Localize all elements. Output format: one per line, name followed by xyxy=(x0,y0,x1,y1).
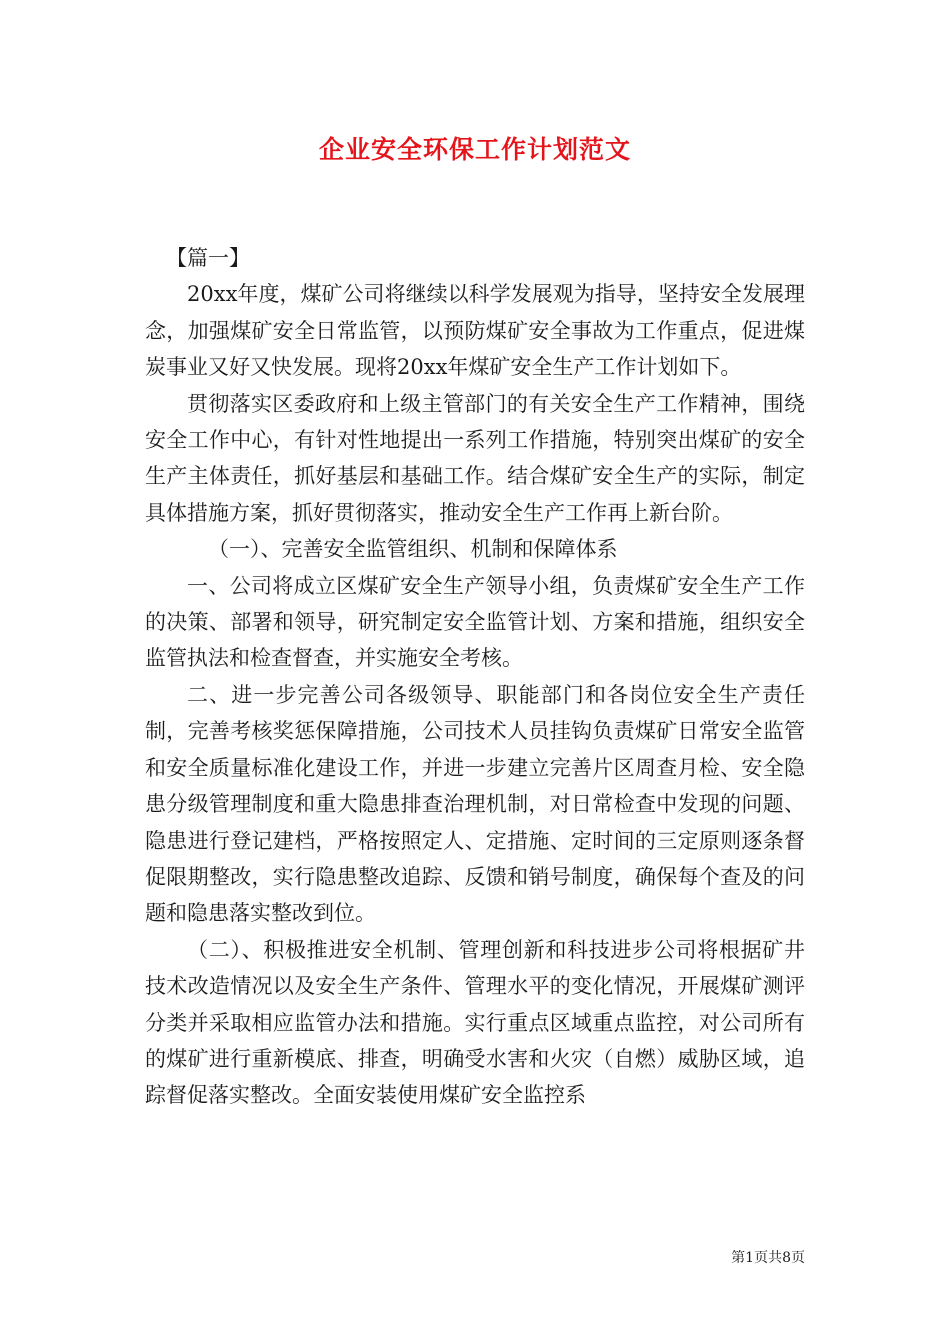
subheading-1: （一）、完善安全监管组织、机制和保障体系 xyxy=(208,537,618,562)
document-body xyxy=(145,240,805,1114)
list-item-2: 二、进一步完善公司各级领导、职能部门和各岗位安全生产责任制，完善考核奖惩保障措施，公司技术人员挂钩负责煤矿日常安全监管和安全质量标准化建设工作，并进一步建立完善片区周查月检、安全隐患分级管理制度和重大隐患排查治理机制，对日常检查中发现的问题、隐患进行登记建档，严格按照定人、定措施、定时间的三定原则逐条督促限期整改，实行隐患整改追踪、反馈和销号制度，确保每个查及的问题和隐患落实整改到位。 xyxy=(145,682,805,926)
subheading-2-paragraph: （二）、积极推进安全机制、管理创新和科技进步公司将根据矿井技术改造情况以及安全生产条件、管理水平的变化情况，开展煤矿测评分类并采取相应监管办法和措施。实行重点区域重点监控，对公司所有的煤矿进行重新模底、排查，明确受水害和火灾（自燃）威胁区域，追踪督促落实整改。全面安装使用煤矿安全监控系 xyxy=(145,937,805,1108)
page-number: 第1页共8页 xyxy=(731,1250,805,1266)
list-item-1: 一、公司将成立区煤矿安全生产领导小组，负责煤矿安全生产工作的决策、部署和领导，研究制定安全监管计划、方案和措施，组织安全监管执法和检查督查，并实施安全考核。 xyxy=(145,573,805,671)
section-label: 【篇一】 xyxy=(166,246,250,270)
paragraph-intro: 20xx年度，煤矿公司将继续以科学发展观为指导，坚持安全发展理念，加强煤矿安全日常监管，以预防煤矿安全事故为工作重点，促进煤炭事业又好又快发展。现将20xx年煤矿安全生产工作计划如下。 xyxy=(145,282,805,380)
page-title: 企业安全环保工作计划范文 xyxy=(318,135,631,164)
paragraph-implementation: 贯彻落实区委政府和上级主管部门的有关安全生产工作精神，围绕安全工作中心，有针对性地提出一系列工作措施，特别突出煤矿的安全生产主体责任，抓好基层和基础工作。结合煤矿安全生产的实际，制定具体措施方案，抓好贯彻落实，推动安全生产工作再上新台阶。 xyxy=(145,391,805,525)
